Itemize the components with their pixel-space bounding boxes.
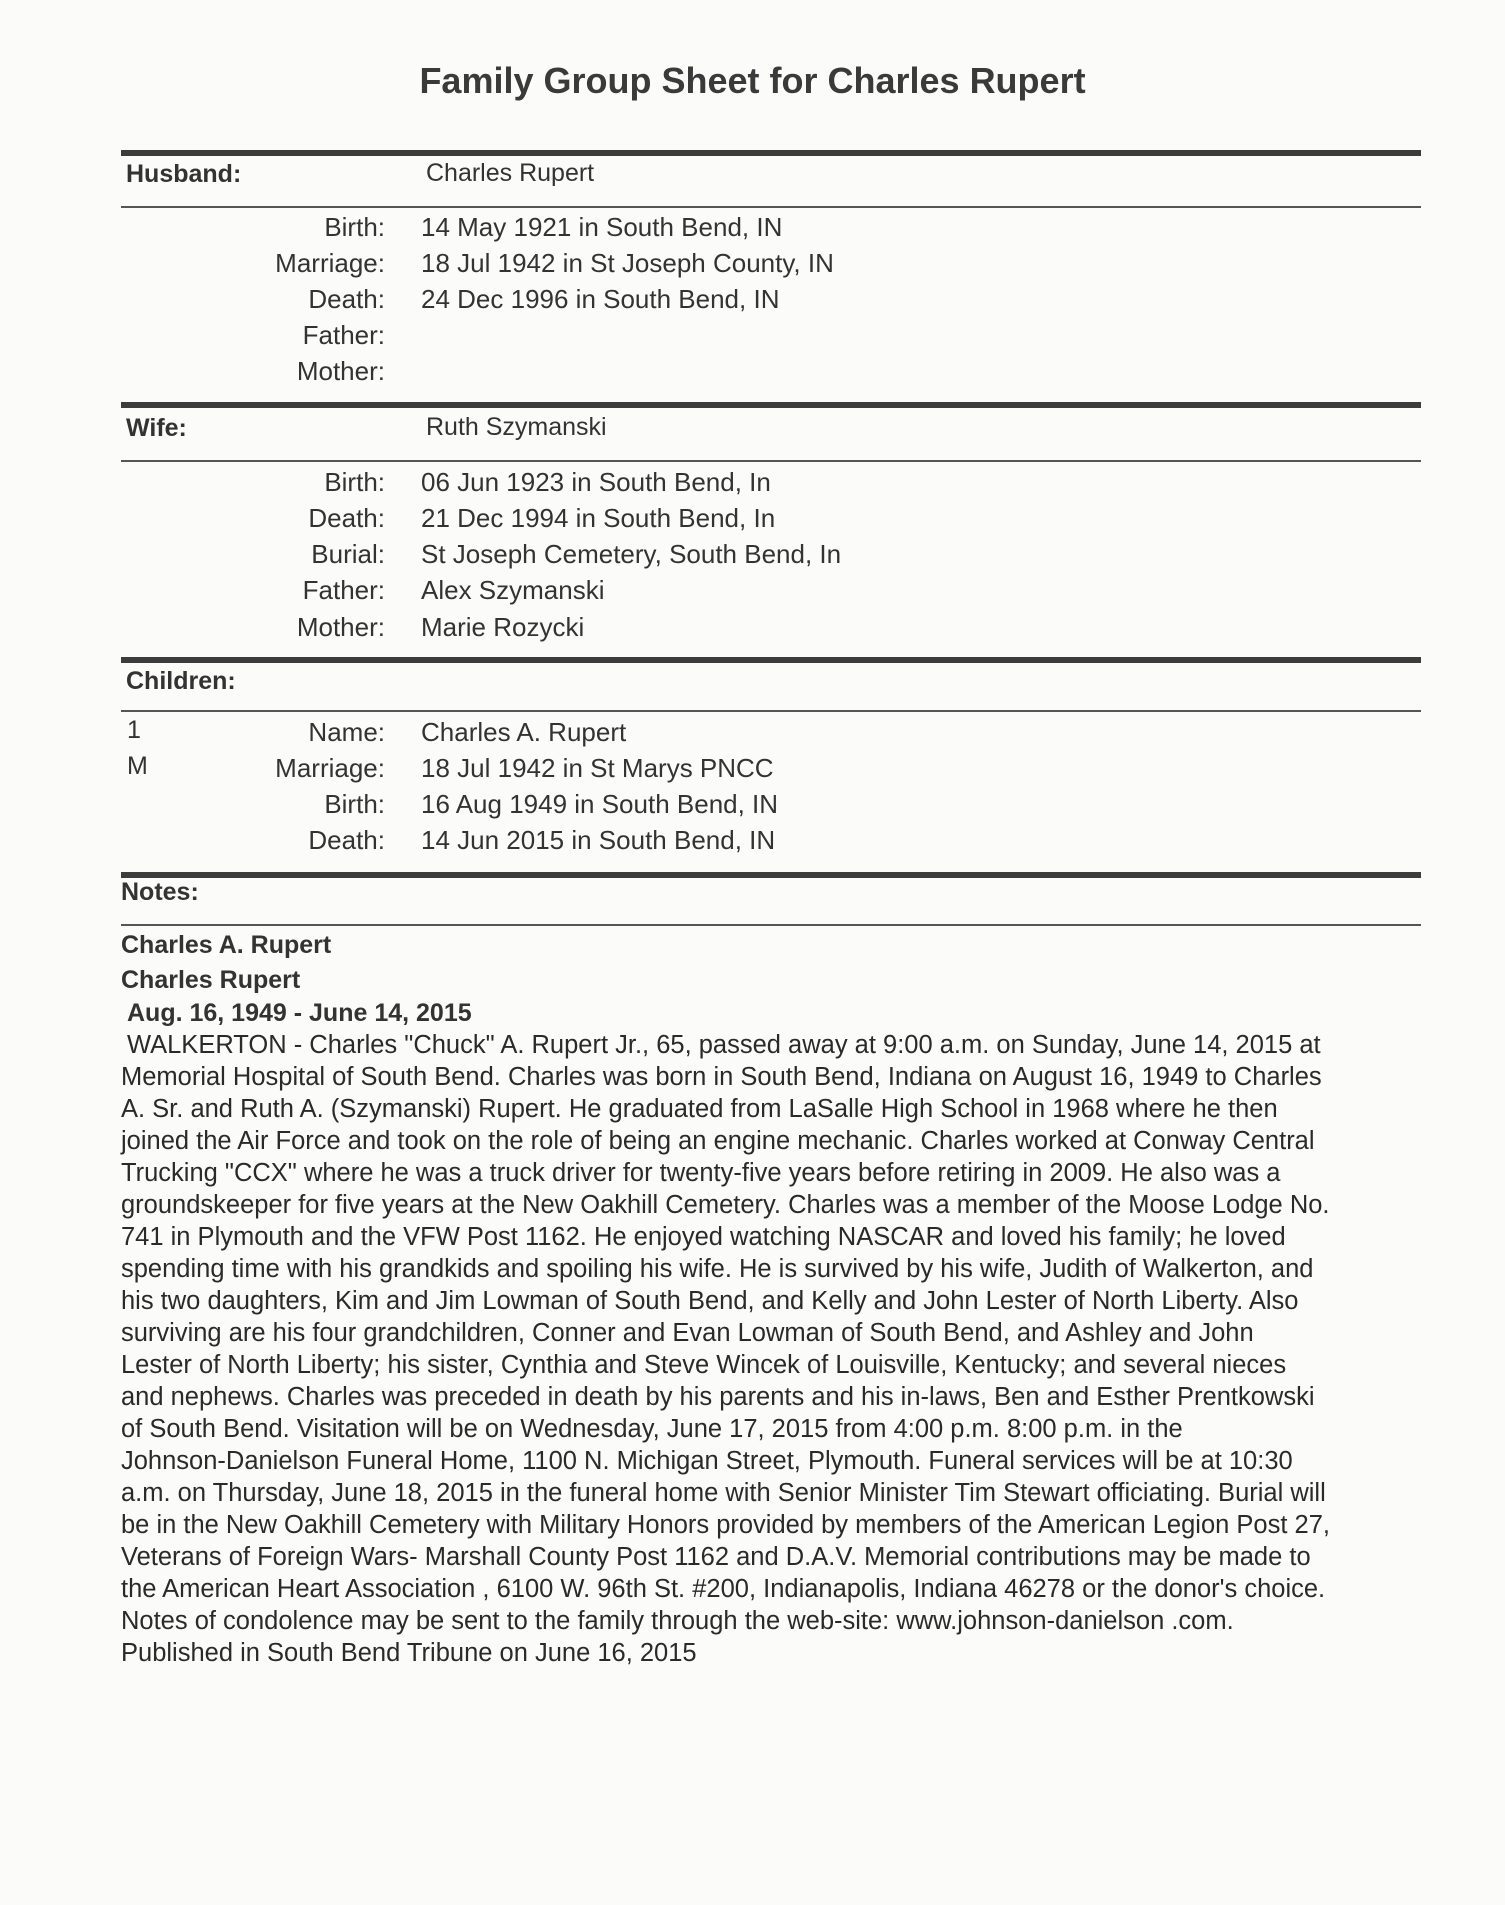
fact-value: 06 Jun 1923 in South Bend, In <box>421 467 771 497</box>
child-sex: M <box>127 752 148 780</box>
wife-label: Wife: <box>126 414 187 442</box>
husband-fact-row <box>0 356 1505 392</box>
husband-label: Husband: <box>126 160 242 188</box>
husband-fact-row <box>0 284 1505 320</box>
child-fact-row <box>0 789 1505 825</box>
wife-fact-row <box>0 503 1505 539</box>
obituary-line: the American Heart Association , 6100 W. 96th St. #200, Indianapolis, Indiana 46278 or the donor's choice. <box>121 1575 1326 1603</box>
fact-label: Mother: <box>296 612 385 642</box>
section-divider <box>121 657 1421 663</box>
fact-value: 14 Jun 2015 in South Bend, IN <box>421 825 776 855</box>
obituary-line: a.m. on Thursday, June 18, 2015 in the funeral home with Senior Minister Tim Stewart officiating. Burial will <box>121 1479 1326 1507</box>
fact-label: Father: <box>302 320 385 350</box>
obituary-line: groundskeeper for five years at the New Oakhill Cemetery. Charles was a member of the Moose Lodge No. <box>121 1191 1330 1219</box>
obituary-line: be in the New Oakhill Cemetery with Military Honors provided by members of the American Legion Post 27, <box>121 1511 1330 1539</box>
notes-label: Notes: <box>121 878 199 906</box>
notes-heading-dates: Aug. 16, 1949 - June 14, 2015 <box>127 999 472 1027</box>
wife-fact-row <box>0 612 1505 648</box>
child-fact-row <box>0 825 1505 861</box>
obituary-line: Trucking "CCX" where he was a truck driver for twenty-five years before retiring in 2009. He also was a <box>121 1159 1281 1187</box>
fact-label: Marriage: <box>275 753 385 783</box>
children-label: Children: <box>126 667 236 695</box>
section-divider <box>121 872 1421 878</box>
page-title: Family Group Sheet for Charles Rupert <box>419 60 1086 101</box>
section-underline <box>121 460 1421 462</box>
fact-label: Marriage: <box>275 248 385 278</box>
wife-fact-row <box>0 575 1505 611</box>
notes-heading-name: Charles A. Rupert <box>121 931 332 959</box>
obituary-line: Lester of North Liberty; his sister, Cynthia and Steve Wincek of Louisville, Kentucky; and several nieces <box>121 1351 1287 1379</box>
section-underline <box>121 710 1421 712</box>
obituary-line: A. Sr. and Ruth A. (Szymanski) Rupert. He graduated from LaSalle High School in 1968 where he then <box>121 1095 1278 1123</box>
obituary-line: surviving are his four grandchildren, Conner and Evan Lowman of South Bend, and Ashley and John <box>121 1319 1254 1347</box>
fact-value: 16 Aug 1949 in South Bend, IN <box>421 789 779 819</box>
fact-label: Name: <box>308 717 385 747</box>
husband-name: Charles Rupert <box>426 159 595 187</box>
fact-label: Birth: <box>324 789 385 819</box>
wife-fact-row <box>0 539 1505 575</box>
obituary-line: and nephews. Charles was preceded in death by his parents and his in-laws, Ben and Esther Prentkowski <box>121 1383 1315 1411</box>
obituary-line: Veterans of Foreign Wars- Marshall County Post 1162 and D.A.V. Memorial contributions may be made to <box>121 1543 1311 1571</box>
obituary-line: Notes of condolence may be sent to the family through the web-site: www.johnson-danielson .com. <box>121 1607 1234 1635</box>
fact-value: St Joseph Cemetery, South Bend, In <box>421 539 842 569</box>
fact-label: Death: <box>308 284 385 314</box>
wife-name: Ruth Szymanski <box>426 413 607 441</box>
husband-fact-row <box>0 212 1505 248</box>
fact-label: Father: <box>302 575 385 605</box>
section-divider <box>121 150 1421 156</box>
obituary-line: 741 in Plymouth and the VFW Post 1162. He enjoyed watching NASCAR and loved his family; he loved <box>121 1223 1286 1251</box>
child-fact-row <box>0 753 1505 789</box>
obituary-line: Memorial Hospital of South Bend. Charles was born in South Bend, Indiana on August 16, 1949 to Charles <box>121 1063 1322 1091</box>
husband-fact-row <box>0 320 1505 356</box>
fact-value: Marie Rozycki <box>421 612 585 642</box>
fact-label: Birth: <box>324 212 385 242</box>
fact-label: Burial: <box>311 539 385 569</box>
fact-value: 14 May 1921 in South Bend, IN <box>421 212 783 242</box>
fact-value: 24 Dec 1996 in South Bend, IN <box>421 284 780 314</box>
obituary-line: WALKERTON - Charles "Chuck" A. Rupert Jr., 65, passed away at 9:00 a.m. on Sunday, June 14, 2015 at <box>127 1031 1321 1059</box>
obituary-line: spending time with his grandkids and spoiling his wife. He is survived by his wife, Judith of Walkerton, and <box>121 1255 1314 1283</box>
obituary-text <box>121 1029 1421 1669</box>
fact-value: 21 Dec 1994 in South Bend, In <box>421 503 776 533</box>
fact-value: 18 Jul 1942 in St Joseph County, IN <box>421 248 834 278</box>
fact-label: Death: <box>308 825 385 855</box>
fact-label: Death: <box>308 503 385 533</box>
husband-fact-row <box>0 248 1505 284</box>
obituary-line: Johnson-Danielson Funeral Home, 1100 N. Michigan Street, Plymouth. Funeral services will be at 10:30 <box>121 1447 1293 1475</box>
child-number: 1 <box>127 716 141 744</box>
fact-label: Mother: <box>296 356 385 386</box>
fact-value: Charles A. Rupert <box>421 717 627 747</box>
section-divider <box>121 402 1421 408</box>
notes-heading-alt-name: Charles Rupert <box>121 966 301 994</box>
obituary-line: of South Bend. Visitation will be on Wednesday, June 17, 2015 from 4:00 p.m. 8:00 p.m. in the <box>121 1415 1183 1443</box>
child-fact-row <box>0 717 1505 753</box>
obituary-line: his two daughters, Kim and Jim Lowman of South Bend, and Kelly and John Lester of North Liberty. Also <box>121 1287 1299 1315</box>
section-underline <box>121 206 1421 208</box>
fact-value: 18 Jul 1942 in St Marys PNCC <box>421 753 774 783</box>
obituary-line: joined the Air Force and took on the role of being an engine mechanic. Charles worked at Conway Central <box>121 1127 1315 1155</box>
section-underline <box>121 924 1421 926</box>
fact-label: Birth: <box>324 467 385 497</box>
fact-value: Alex Szymanski <box>421 575 605 605</box>
wife-fact-row <box>0 467 1505 503</box>
obituary-line: Published in South Bend Tribune on June 16, 2015 <box>121 1639 697 1667</box>
